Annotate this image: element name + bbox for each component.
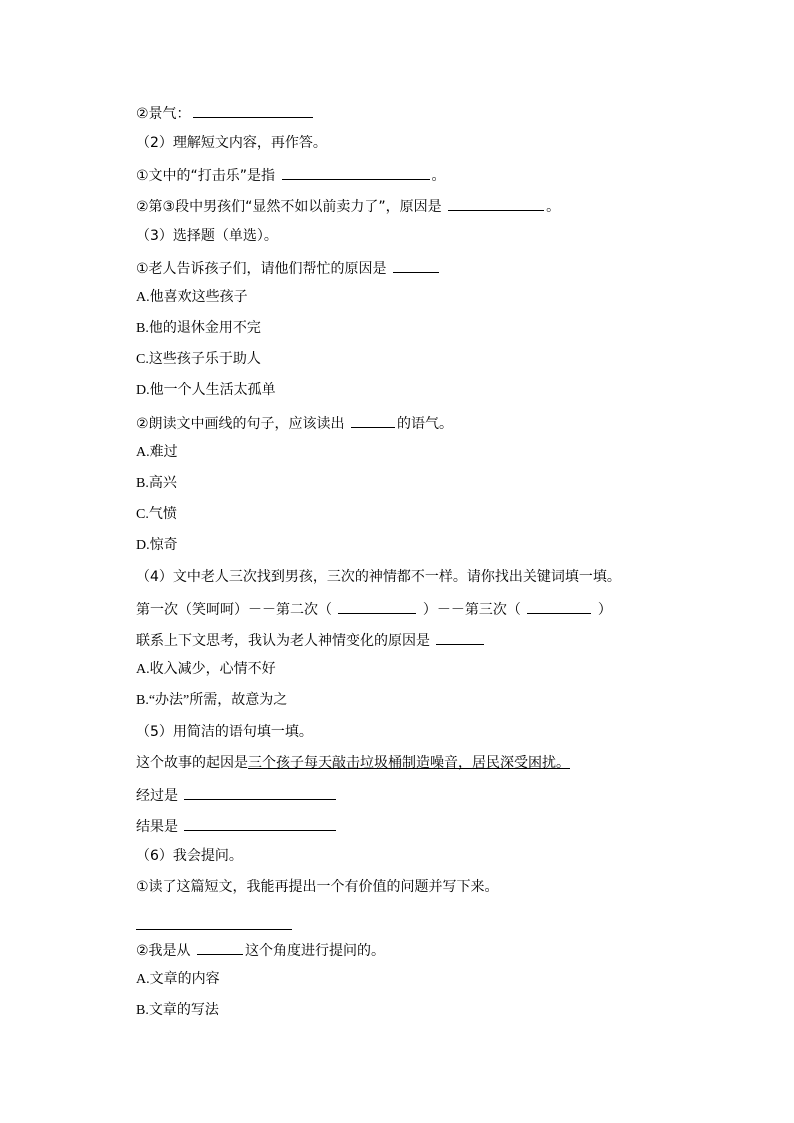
q2-item1 bbox=[136, 165, 446, 185]
q2-item2-text: ②第③段中男孩们“显然不如以前卖力了”，原因是 bbox=[136, 199, 442, 215]
q6-option-b[interactable]: B.文章的写法 bbox=[136, 1003, 219, 1018]
q2-item2 bbox=[136, 196, 560, 216]
q2-item2-suffix: 。 bbox=[546, 199, 561, 215]
q2-item1-suffix: 。 bbox=[431, 168, 446, 184]
q3-sub1-text: ①老人告诉孩子们，请他们帮忙的原因是 bbox=[136, 261, 387, 277]
q5-cause-label: 这个故事的起因是 bbox=[136, 755, 248, 771]
q3-sub2-suffix: 的语气。 bbox=[397, 416, 454, 432]
q3-sub2-option-b[interactable]: B.高兴 bbox=[136, 476, 177, 491]
q4-seq-second: ）－－第三次（ bbox=[422, 602, 521, 618]
answer-blank[interactable] bbox=[184, 785, 336, 800]
q4-sequence bbox=[136, 599, 612, 619]
answer-blank[interactable] bbox=[338, 599, 416, 614]
q5-result-label: 结果是 bbox=[136, 819, 178, 835]
q6-sub1: ①读了这篇短文，我能再提出一个有价值的问题并写下来。 bbox=[136, 879, 499, 895]
q3-sub2-text: ②朗读文中画线的句子，应该读出 bbox=[136, 416, 345, 432]
q1-item2-label: ②景气： bbox=[136, 106, 191, 122]
answer-blank[interactable] bbox=[193, 103, 313, 118]
q4-seq-third: ） bbox=[597, 602, 612, 618]
answer-blank[interactable] bbox=[351, 413, 395, 428]
q4-option-a[interactable]: A.收入减少，心情不好 bbox=[136, 662, 276, 677]
q5-result bbox=[136, 816, 338, 836]
answer-blank[interactable] bbox=[436, 630, 484, 645]
q6-answer-line[interactable] bbox=[136, 929, 292, 930]
q3-sub1-option-a[interactable]: A.他喜欢这些孩子 bbox=[136, 290, 248, 305]
q2-item1-text: ①文中的“打击乐”是指 bbox=[136, 168, 276, 184]
q5-process bbox=[136, 785, 338, 805]
q3-sub1-option-d[interactable]: D.他一个人生活太孤单 bbox=[136, 383, 276, 398]
answer-blank[interactable] bbox=[527, 599, 591, 614]
q4-reason bbox=[136, 630, 486, 650]
q3-sub2-option-c[interactable]: C.气愤 bbox=[136, 507, 177, 522]
answer-blank[interactable] bbox=[448, 196, 544, 211]
q2-header: （2）理解短文内容，再作答。 bbox=[136, 135, 327, 151]
q3-sub2 bbox=[136, 413, 453, 433]
q5-process-label: 经过是 bbox=[136, 788, 178, 804]
q4-seq-first: 第一次（笑呵呵）－－第二次（ bbox=[136, 602, 332, 618]
q6-header: （6）我会提问。 bbox=[136, 848, 243, 864]
q5-cause bbox=[136, 754, 570, 772]
q3-sub1-option-c[interactable]: C.这些孩子乐于助人 bbox=[136, 352, 261, 367]
q4-header: （4）文中老人三次找到男孩，三次的神情都不一样。请你找出关键词填一填。 bbox=[136, 569, 621, 585]
q5-header: （5）用简洁的语句填一填。 bbox=[136, 724, 313, 740]
q3-header: （3）选择题（单选）。 bbox=[136, 228, 278, 244]
q1-item2 bbox=[136, 103, 315, 123]
q3-sub2-option-a[interactable]: A.难过 bbox=[136, 445, 178, 460]
answer-blank[interactable] bbox=[393, 258, 439, 273]
q3-sub1-option-b[interactable]: B.他的退休金用不完 bbox=[136, 321, 261, 336]
q6-sub2-suffix: 这个角度进行提问的。 bbox=[245, 943, 386, 959]
q4-reason-text: 联系上下文思考，我认为老人神情变化的原因是 bbox=[136, 633, 430, 649]
answer-blank[interactable] bbox=[184, 816, 336, 831]
q5-cause-answer: 三个孩子每天敲击垃圾桶制造噪音，居民深受困扰。 bbox=[248, 755, 570, 771]
q6-sub2-text: ②我是从 bbox=[136, 943, 191, 959]
q4-option-b[interactable]: B.“办法”所需，故意为之 bbox=[136, 693, 288, 708]
q6-sub2 bbox=[136, 940, 385, 960]
answer-blank[interactable] bbox=[282, 165, 430, 180]
answer-blank[interactable] bbox=[197, 940, 243, 955]
q3-sub1 bbox=[136, 258, 441, 278]
q6-option-a[interactable]: A.文章的内容 bbox=[136, 972, 220, 987]
q3-sub2-option-d[interactable]: D.惊奇 bbox=[136, 538, 178, 553]
